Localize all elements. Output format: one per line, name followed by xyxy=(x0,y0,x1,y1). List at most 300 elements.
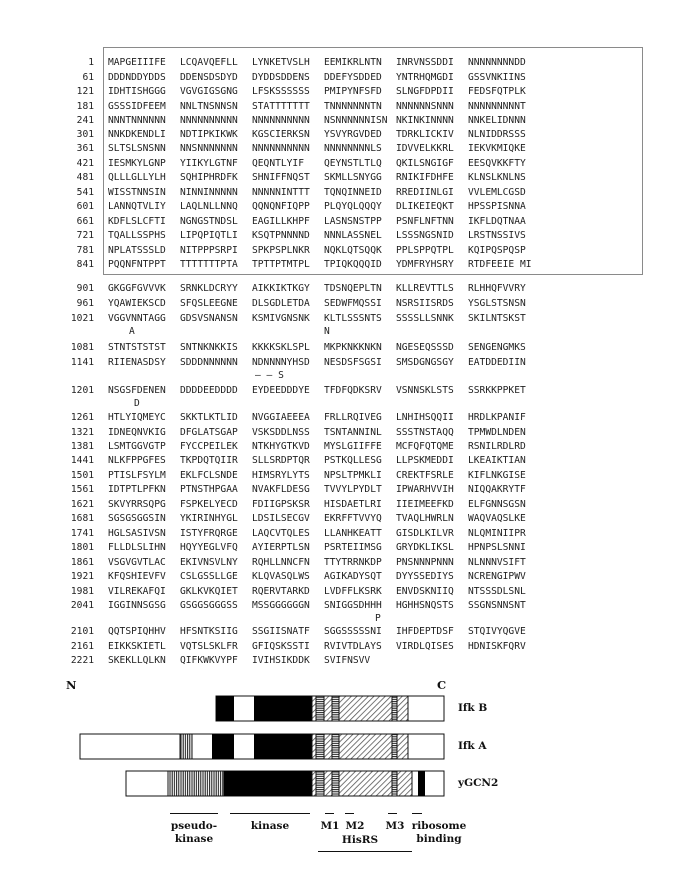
sequence-block: SQHIPHRDFK xyxy=(180,172,238,183)
sequence-block: NSNNNNNNISN xyxy=(324,115,388,126)
sequence-block: FRLLRQIVEG xyxy=(324,412,382,423)
sequence-block: HDNISKFQRV xyxy=(468,641,526,652)
residue-number: 1081 xyxy=(70,342,94,353)
sequence-row xyxy=(0,313,685,327)
sequence-block: RVIVTDLAYS xyxy=(324,641,382,652)
sequence-row xyxy=(0,172,685,186)
sequence-block: GKGGFGVVVK xyxy=(108,283,166,294)
sequence-block: TVVYLPYDLT xyxy=(324,484,382,495)
residue-number: 61 xyxy=(82,72,94,83)
sequence-row xyxy=(0,600,685,614)
sequence-block: QEYNSTLTLQ xyxy=(324,158,382,169)
sequence-block: DFGLATSGAP xyxy=(180,427,238,438)
sequence-block: NNLTNSNNSN xyxy=(180,101,238,112)
sequence-row xyxy=(0,542,685,556)
sequence-block: MAPGEIIIFE xyxy=(108,57,166,68)
sequence-block: NTKHYGTKVD xyxy=(252,441,310,452)
sequence-block: SFQSLEEGNE xyxy=(180,298,238,309)
sequence-row xyxy=(0,201,685,215)
sequence-block: LANNQTVLIY xyxy=(108,201,166,212)
sequence-block: YNTRHQMGDI xyxy=(396,72,454,83)
sequence-block: GFIQSKSSTI xyxy=(252,641,310,652)
sequence-block: ELFGNNSGSN xyxy=(468,499,526,510)
ygcn2-bar xyxy=(126,771,444,796)
sequence-block: NNKELIDNNN xyxy=(468,115,526,126)
sequence-block: NDTIPKIKWK xyxy=(180,129,238,140)
residue-number: 1141 xyxy=(70,357,94,368)
sequence-block: IKFLDQTNAA xyxy=(468,216,526,227)
sequence-block: VILREKAFQI xyxy=(108,586,166,597)
residue-number: 1201 xyxy=(70,385,94,396)
sequence-block: TTYTRRNKDP xyxy=(324,557,382,568)
substitution-label: A xyxy=(129,326,135,337)
sequence-block: NGESEQSSSD xyxy=(396,342,454,353)
sequence-block: IVIHSIKDDK xyxy=(252,655,310,666)
residue-number: 2101 xyxy=(70,626,94,637)
sequence-row xyxy=(0,245,685,259)
protein-label-ifka: Ifk A xyxy=(458,740,487,752)
residue-number: 1741 xyxy=(70,528,94,539)
sequence-block: PLQYQLQQQY xyxy=(324,201,382,212)
sequence-block: EAGILLKHPF xyxy=(252,216,310,227)
sequence-row xyxy=(0,86,685,100)
residue-number: 2041 xyxy=(70,600,94,611)
sequence-block: STATTTTTTT xyxy=(252,101,310,112)
sequence-row xyxy=(0,72,685,86)
sequence-block: HISDAETLRI xyxy=(324,499,382,510)
sequence-block: IGGINNSGSG xyxy=(108,600,166,611)
sequence-block: NNNNNNNNDD xyxy=(468,57,526,68)
residue-number: 1261 xyxy=(70,412,94,423)
sequence-block: CSLGSSLLGE xyxy=(180,571,238,582)
sequence-block: RIIENASDSY xyxy=(108,357,166,368)
sequence-block: PTISLFSYLM xyxy=(108,470,166,481)
sequence-block: GRYDKLIKSL xyxy=(396,542,454,553)
sequence-block: FLLDLSLIHN xyxy=(108,542,166,553)
residue-number: 1681 xyxy=(70,513,94,524)
sequence-row xyxy=(0,557,685,571)
substitution-label: P xyxy=(375,613,381,624)
sequence-block: KLNSLKNLNS xyxy=(468,172,526,183)
sequence-block: EYDEEDDDYE xyxy=(252,385,310,396)
sequence-block: TDSNQEPLTN xyxy=(324,283,382,294)
sequence-block: SKEKLLQLKN xyxy=(108,655,166,666)
residue-number: 481 xyxy=(76,172,94,183)
sequence-block: NVGGIAEEEA xyxy=(252,412,310,423)
sequence-block: SKILNTSKST xyxy=(468,313,526,324)
sequence-row xyxy=(0,586,685,600)
sequence-block: KSMIVGNSNK xyxy=(252,313,310,324)
sequence-block: HFSNTKSIIG xyxy=(180,626,238,637)
sequence-block: SLTSLSNSNN xyxy=(108,143,166,154)
residue-number: 781 xyxy=(76,245,94,256)
sequence-block: LASNSNSTPP xyxy=(324,216,382,227)
sequence-row xyxy=(0,484,685,498)
residue-number: 1801 xyxy=(70,542,94,553)
domain-label-ribosome-binding: ribosome binding xyxy=(411,820,467,845)
sequence-block: FEDSFQTPLK xyxy=(468,86,526,97)
sequence-block: YSVYRGVDED xyxy=(324,129,382,140)
m3-underline xyxy=(388,813,397,814)
sequence-block: NNNLASSNEL xyxy=(324,230,382,241)
sequence-block: NSRSIISRDS xyxy=(396,298,454,309)
sequence-block: SSGNSNNSNT xyxy=(468,600,526,611)
m2-underline xyxy=(345,813,354,814)
sequence-block: IPWARHVVIH xyxy=(396,484,454,495)
domain-bars xyxy=(0,668,685,886)
residue-number: 961 xyxy=(76,298,94,309)
sequence-block: NGNGSTNDSL xyxy=(180,216,238,227)
sequence-block: GSGGSGGGSS xyxy=(180,600,238,611)
sequence-block: NNNTNNNNNN xyxy=(108,115,166,126)
sequence-block: HIMSRYLYTS xyxy=(252,470,310,481)
sequence-block: QQTSPIQHHV xyxy=(108,626,166,637)
sequence-block: IIEIMEEFKD xyxy=(396,499,454,510)
sequence-block: EKRFFTVVYQ xyxy=(324,513,382,524)
sequence-row xyxy=(0,357,685,371)
sequence-row xyxy=(0,216,685,230)
sequence-row xyxy=(0,283,685,297)
sequence-block: RQERVTARKD xyxy=(252,586,310,597)
sequence-block: NKINKINNNN xyxy=(396,115,454,126)
substitution-label: N xyxy=(324,326,330,337)
sequence-block: TTTTTTTPTA xyxy=(180,259,238,270)
residue-number: 1921 xyxy=(70,571,94,582)
ribosome-underline xyxy=(412,813,422,814)
sequence-block: KQIPQSPQSP xyxy=(468,245,526,256)
sequence-block: NNNNNNNNNN xyxy=(180,115,238,126)
sequence-block: YIIKYLGTNF xyxy=(180,158,238,169)
sequence-row xyxy=(0,513,685,527)
sequence-block: LAQLNLLNNQ xyxy=(180,201,238,212)
sequence-block: SHNIFFNQST xyxy=(252,172,310,183)
sequence-block: VVLEMLCGSD xyxy=(468,187,526,198)
sequence-row xyxy=(0,455,685,469)
sequence-block: GKLKVKQIET xyxy=(180,586,238,597)
sequence-block: YSGLSTSNSN xyxy=(468,298,526,309)
sequence-block: VGVGIGSGNG xyxy=(180,86,238,97)
sequence-block: SNIGGSDHHH xyxy=(324,600,382,611)
sequence-block: HPSSPISNNA xyxy=(468,201,526,212)
sequence-block: INRVNSSDDI xyxy=(396,57,454,68)
sequence-block: TKPDQTQIIR xyxy=(180,455,238,466)
sequence-block: SSRKKPPKET xyxy=(468,385,526,396)
sequence-block: NESDSFSGSI xyxy=(324,357,382,368)
sequence-block: DLSGDLETDA xyxy=(252,298,310,309)
sequence-block: GISDLKILVR xyxy=(396,528,454,539)
sequence-block: NNNNNNSNNN xyxy=(396,101,454,112)
sequence-block: IDNEQNVKIG xyxy=(108,427,166,438)
sequence-block: EKIVNSVLNY xyxy=(180,557,238,568)
sequence-block: TQALLSSPHS xyxy=(108,230,166,241)
sequence-block: NLNIDDRSSS xyxy=(468,129,526,140)
sequence-row xyxy=(0,412,685,426)
sequence-block: RNIKIFDHFE xyxy=(396,172,454,183)
residue-number: 1621 xyxy=(70,499,94,510)
sequence-block: DDEFYSDDED xyxy=(324,72,382,83)
sequence-row xyxy=(0,427,685,441)
sequence-block: HTLYIQMEYC xyxy=(108,412,166,423)
sequence-block: MSSGGGGGGN xyxy=(252,600,310,611)
sequence-block: NPLATSSSLD xyxy=(108,245,166,256)
sequence-block: QIFKWKVYPF xyxy=(180,655,238,666)
sequence-block: DDENSDSDYD xyxy=(180,72,238,83)
sequence-block: YKIRINHYGL xyxy=(180,513,238,524)
sequence-block: HGHHSNQSTS xyxy=(396,600,454,611)
sequence-block: QQNQNFIQPP xyxy=(252,201,310,212)
sequence-block: NNKDKENDLI xyxy=(108,129,166,140)
sequence-block: NDNNNNYHSD xyxy=(252,357,310,368)
sequence-block: SGSGSGGSIN xyxy=(108,513,166,524)
residue-number: 1441 xyxy=(70,455,94,466)
residue-number: 241 xyxy=(76,115,94,126)
sequence-block: SNTNKNKKIS xyxy=(180,342,238,353)
sequence-block: LNHIHSQQII xyxy=(396,412,454,423)
sequence-row xyxy=(0,158,685,172)
residue-number: 2221 xyxy=(70,655,94,666)
sequence-block: DDDDEEDDDD xyxy=(180,385,238,396)
sequence-block: SENGENGMKS xyxy=(468,342,526,353)
sequence-block: PTNSTHPGAA xyxy=(180,484,238,495)
sequence-block: TNNNNNNNTN xyxy=(324,101,382,112)
sequence-block: VQTSLSKLFR xyxy=(180,641,238,652)
sequence-block: YQAWIEKSCD xyxy=(108,298,166,309)
protein-label-ifkb: Ifk B xyxy=(458,702,488,714)
residue-number: 361 xyxy=(76,143,94,154)
sequence-block: PNSNNNPNNN xyxy=(396,557,454,568)
sequence-row xyxy=(0,528,685,542)
sequence-block: HPNPSLSNNI xyxy=(468,542,526,553)
sequence-block: LSSSNGSNID xyxy=(396,230,454,241)
sequence-block: IHFDEPTDSF xyxy=(396,626,454,637)
residue-number: 1321 xyxy=(70,427,94,438)
sequence-block: LVDFFLKSRK xyxy=(324,586,382,597)
residue-number: 1 xyxy=(88,57,94,68)
sequence-block: LFSKSSSSSS xyxy=(252,86,310,97)
sequence-block: SKMLLSNYGG xyxy=(324,172,382,183)
sequence-row xyxy=(0,655,685,669)
sequence-block: SPKPSPLNKR xyxy=(252,245,310,256)
sequence-block: DYDDSDDENS xyxy=(252,72,310,83)
sequence-block: KLLREVTTLS xyxy=(396,283,454,294)
sequence-block: HGLSASIVSN xyxy=(108,528,166,539)
sequence-block: RREDIINLGI xyxy=(396,187,454,198)
sequence-block: RLHHQFVVRY xyxy=(468,283,526,294)
sequence-block: PQQNFNTPPT xyxy=(108,259,166,270)
sequence-block: KFQSHIEVFV xyxy=(108,571,166,582)
sequence-block: PPLSPPQTPL xyxy=(396,245,454,256)
sequence-block: NVAKFLDESG xyxy=(252,484,310,495)
sequence-block: VSKSDDLNSS xyxy=(252,427,310,438)
sequence-block: EEMIKRLNTN xyxy=(324,57,382,68)
sequence-block: AGIKADYSQT xyxy=(324,571,382,582)
residue-number: 601 xyxy=(76,201,94,212)
sequence-block: SGGSSSSSNI xyxy=(324,626,382,637)
sequence-block: FYCCPEILEK xyxy=(180,441,238,452)
sequence-block: KLQVASQLWS xyxy=(252,571,310,582)
residue-number: 1561 xyxy=(70,484,94,495)
domain-label-pseudokinase: pseudo- kinase xyxy=(170,820,218,845)
sequence-block: LRSTNSSIVS xyxy=(468,230,526,241)
sequence-block: CREKTFSRLE xyxy=(396,470,454,481)
sequence-row xyxy=(0,571,685,585)
sequence-block: PSTKQLLESG xyxy=(324,455,382,466)
sequence-row xyxy=(0,143,685,157)
c-terminus-label: C xyxy=(437,678,447,692)
sequence-row xyxy=(0,342,685,356)
sequence-block: TQNQINNEID xyxy=(324,187,382,198)
sequence-block: DYYSSEDIYS xyxy=(396,571,454,582)
sequence-block: TFDFQDKSRV xyxy=(324,385,382,396)
sequence-block: NLNNNVSIFT xyxy=(468,557,526,568)
sequence-block: IDHTISHGGG xyxy=(108,86,166,97)
sequence-block: ENVDSKNIIQ xyxy=(396,586,454,597)
sequence-block: VIRDLQISES xyxy=(396,641,454,652)
sequence-block: SEDWFMQSSI xyxy=(324,298,382,309)
residue-number: 1861 xyxy=(70,557,94,568)
sequence-block: TPMWDLNDEN xyxy=(468,427,526,438)
pseudokinase-underline xyxy=(170,813,218,814)
sequence-block: MCFQFQTQME xyxy=(396,441,454,452)
sequence-block: KKKKSKLSPL xyxy=(252,342,310,353)
sequence-block: RSNILRDLRD xyxy=(468,441,526,452)
sequence-block: HRDLKPANIF xyxy=(468,412,526,423)
sequence-block: LSMTGGVGTP xyxy=(108,441,166,452)
sequence-block: NNNNNNNNLS xyxy=(324,143,382,154)
sequence-block: MKPKNKKNKN xyxy=(324,342,382,353)
sequence-block: SSSTNSTAQQ xyxy=(396,427,454,438)
residue-number: 421 xyxy=(76,158,94,169)
sequence-block: NNNNNNNNNN xyxy=(252,143,310,154)
sequence-block: KDFLSLCFTI xyxy=(108,216,166,227)
sequence-row xyxy=(0,298,685,312)
sequence-block: LLPSKMEDDI xyxy=(396,455,454,466)
sequence-block: SSSSLLSNNK xyxy=(396,313,454,324)
residue-number: 1501 xyxy=(70,470,94,481)
sequence-block: LLANHKEATT xyxy=(324,528,382,539)
domain-label-kinase: kinase xyxy=(250,820,290,832)
residue-number: 721 xyxy=(76,230,94,241)
sequence-block: NITPPPSRPI xyxy=(180,245,238,256)
sequence-block: LKEAIKTIAN xyxy=(468,455,526,466)
sequence-block: VSNNSKLSTS xyxy=(396,385,454,396)
sequence-block: FDIIGPSKSR xyxy=(252,499,310,510)
sequence-block: SLLSRDPTQR xyxy=(252,455,310,466)
sequence-row xyxy=(0,641,685,655)
sequence-block: TDRKLICKIV xyxy=(396,129,454,140)
sequence-block: STQIVYQGVE xyxy=(468,626,526,637)
sequence-block: NNNNNINTTT xyxy=(252,187,310,198)
ifka-bar xyxy=(80,734,444,759)
sequence-block: WAQVAQSLKE xyxy=(468,513,526,524)
sequence-block: FSPKELYECD xyxy=(180,499,238,510)
sequence-block: NINNINNNNN xyxy=(180,187,238,198)
sequence-block: QEQNTLYIF xyxy=(252,158,304,169)
sequence-block: AIKKIKTKGY xyxy=(252,283,310,294)
sequence-row xyxy=(0,385,685,399)
sequence-block: KLTLSSSNTS xyxy=(324,313,382,324)
sequence-block: NLKFPPGFES xyxy=(108,455,166,466)
sequence-row xyxy=(0,129,685,143)
sequence-block: SLNGFDPDII xyxy=(396,86,454,97)
sequence-block: TVAQLHWRLN xyxy=(396,513,454,524)
sequence-block: VSGVGVTLAC xyxy=(108,557,166,568)
sequence-block: MYSLGIIFFE xyxy=(324,441,382,452)
sequence-block: IDVVELKKRL xyxy=(396,143,454,154)
sequence-block: RQHLLNNCFN xyxy=(252,557,310,568)
sequence-block: RTDFEEIE MI xyxy=(468,259,532,270)
sequence-row xyxy=(0,101,685,115)
residue-number: 1381 xyxy=(70,441,94,452)
residue-number: 301 xyxy=(76,129,94,140)
residue-number: 841 xyxy=(76,259,94,270)
sequence-row xyxy=(0,259,685,273)
sequence-block: NLQMINIIPR xyxy=(468,528,526,539)
sequence-block: NNSNNNNNNN xyxy=(180,143,238,154)
sequence-row xyxy=(0,441,685,455)
sequence-block: SKVYRRSQPG xyxy=(108,499,166,510)
residue-number: 181 xyxy=(76,101,94,112)
sequence-block: KGSCIERKSN xyxy=(252,129,310,140)
sequence-block: SMSDGNGSGY xyxy=(396,357,454,368)
domain-diagram xyxy=(0,668,685,886)
residue-number: 2161 xyxy=(70,641,94,652)
sequence-block: SSGIISNATF xyxy=(252,626,310,637)
sequence-block: SKKTLKTLID xyxy=(180,412,238,423)
sequence-row xyxy=(0,499,685,513)
sequence-block: QKILSNGIGF xyxy=(396,158,454,169)
sequence-row xyxy=(0,57,685,71)
sequence-block: NNNNNNNNNN xyxy=(252,115,310,126)
sequence-block: STNTSTSTST xyxy=(108,342,166,353)
sequence-block: GSSVNKIINS xyxy=(468,72,526,83)
sequence-block: TPTTPTMTPL xyxy=(252,259,310,270)
sequence-block: SDDDNNNNNN xyxy=(180,357,238,368)
sequence-block: EESQVKKFTY xyxy=(468,158,526,169)
sequence-block: TSNTANNINL xyxy=(324,427,382,438)
sequence-block: NSGSFDENEN xyxy=(108,385,166,396)
sequence-block: PSNFLNFTNN xyxy=(396,216,454,227)
sequence-block: YDMFRYHSRY xyxy=(396,259,454,270)
sequence-block: NIQQAKRYTF xyxy=(468,484,526,495)
sequence-block: KSQTPNNNND xyxy=(252,230,310,241)
sequence-block: LDSILSECGV xyxy=(252,513,310,524)
sequence-block: GSSSIDFEEM xyxy=(108,101,166,112)
sequence-block: IEKVKMIQKE xyxy=(468,143,526,154)
sequence-block: KIFLNKGISE xyxy=(468,470,526,481)
sequence-block: DLIKEIEQKT xyxy=(396,201,454,212)
domain-label-hisrs: HisRS xyxy=(341,834,379,846)
sequence-block: NPSLTPMKLI xyxy=(324,470,382,481)
domain-label-m2: M2 xyxy=(345,820,365,832)
m1-underline xyxy=(325,813,334,814)
residue-number: 661 xyxy=(76,216,94,227)
kinase-underline xyxy=(230,813,310,814)
sequence-block: EKLFCLSNDE xyxy=(180,470,238,481)
sequence-block: IDTPTLPFKN xyxy=(108,484,166,495)
sequence-block: GDSVSNANSN xyxy=(180,313,238,324)
sequence-block: SVIFNSVV xyxy=(324,655,371,666)
sequence-block: SRNKLDCRYY xyxy=(180,283,238,294)
sequence-block: LCQAVQEFLL xyxy=(180,57,238,68)
sequence-block: NNNNNNNNNT xyxy=(468,101,526,112)
residue-number: 121 xyxy=(76,86,94,97)
sequence-block: NQKLQTSQQK xyxy=(324,245,382,256)
residue-number: 541 xyxy=(76,187,94,198)
hisrs-underline xyxy=(318,851,412,852)
sequence-block: ISTYFRQRGE xyxy=(180,528,238,539)
sequence-block: IESMKYLGNP xyxy=(108,158,166,169)
